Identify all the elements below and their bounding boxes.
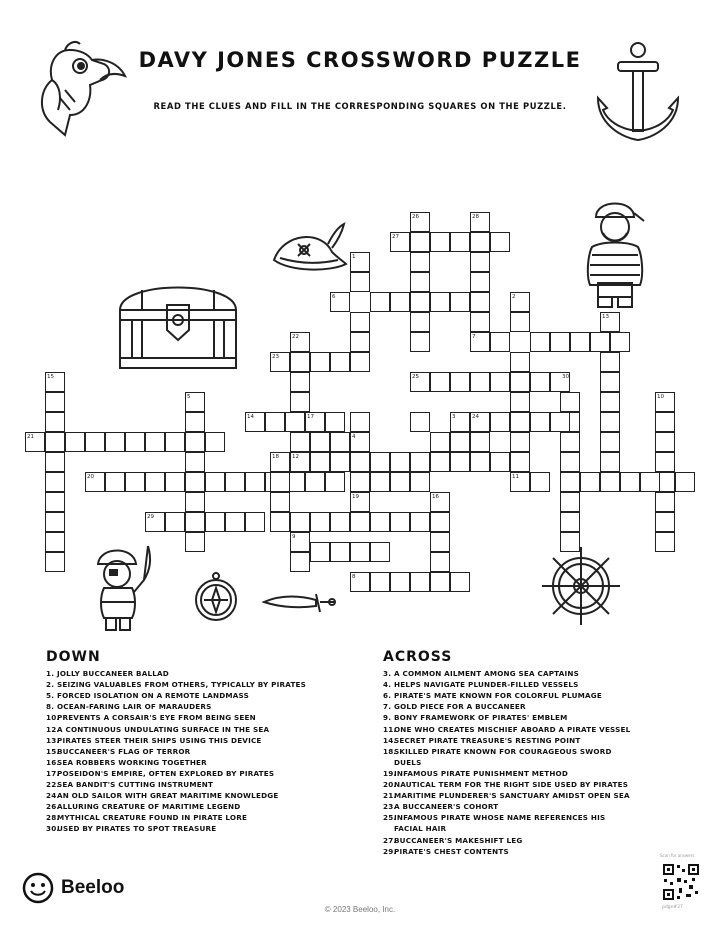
clue-text: BUCCANEER'S FLAG OF TERROR <box>57 746 191 756</box>
clue-item <box>46 690 346 701</box>
clue-text: SEA BANDIT'S CUTTING INSTRUMENT <box>57 780 214 790</box>
clue-number: 3. <box>383 669 392 679</box>
grid-cell[interactable] <box>330 352 350 372</box>
grid-cell[interactable] <box>290 372 310 392</box>
cell-number: 4 <box>352 433 356 440</box>
cell-number: 7 <box>472 333 476 340</box>
clue-item <box>46 746 346 757</box>
grid-cell[interactable] <box>350 352 370 372</box>
clue-number: 1. <box>46 669 55 679</box>
grid-cell[interactable] <box>410 272 430 292</box>
cell-number: 2 <box>512 293 516 300</box>
grid-cell[interactable] <box>390 452 410 472</box>
clue-number: 14. <box>383 735 397 745</box>
grid-cell[interactable] <box>45 532 65 552</box>
grid-cell[interactable] <box>470 452 490 472</box>
grid-cell[interactable] <box>390 512 410 532</box>
grid-cell[interactable] <box>125 472 145 492</box>
clue-number: 15. <box>46 746 60 756</box>
across-clues <box>383 649 633 857</box>
grid-cell[interactable] <box>350 412 370 432</box>
clue-text: PIRATE'S MATE KNOWN FOR COLORFUL PLUMAGE <box>394 691 602 701</box>
grid-cell[interactable] <box>430 512 450 532</box>
grid-cell[interactable] <box>655 412 675 432</box>
cell-number: 22 <box>292 333 299 340</box>
cell-number: 15 <box>47 373 54 380</box>
grid-cell[interactable] <box>185 412 205 432</box>
clue-item <box>46 735 346 746</box>
cell-number: 27 <box>392 233 399 240</box>
grid-cell[interactable] <box>325 412 345 432</box>
cell-number: 18 <box>272 453 279 460</box>
grid-cell[interactable] <box>270 472 290 492</box>
grid-cell[interactable] <box>350 472 370 492</box>
clue-item <box>383 690 633 701</box>
cell-number: 24 <box>472 413 479 420</box>
clue-item <box>46 790 346 801</box>
clue-item <box>383 746 633 768</box>
grid-cell[interactable] <box>185 532 205 552</box>
grid-cell[interactable] <box>410 472 430 492</box>
grid-cell[interactable] <box>620 472 640 492</box>
grid-cell[interactable] <box>655 432 675 452</box>
page-title: DAVY JONES CROSSWORD PUZZLE <box>138 48 582 72</box>
grid-cell[interactable] <box>145 432 165 452</box>
grid-cell[interactable] <box>205 472 225 492</box>
grid-cell[interactable] <box>390 572 410 592</box>
grid-cell[interactable] <box>45 472 65 492</box>
clue-text: INFAMOUS PIRATE WHOSE NAME REFERENCES HIS FACIAL HAIR <box>394 813 606 834</box>
grid-cell[interactable] <box>290 352 310 372</box>
grid-cell[interactable] <box>490 232 510 252</box>
clue-item <box>383 724 633 735</box>
grid-cell[interactable] <box>205 512 225 532</box>
grid-cell[interactable] <box>590 332 610 352</box>
qr-code-icon[interactable] <box>662 863 700 901</box>
cell-number: 8 <box>352 573 356 580</box>
clue-number: 12. <box>46 724 60 734</box>
grid-cell[interactable] <box>390 292 410 312</box>
grid-cell[interactable] <box>290 512 310 532</box>
grid-cell[interactable] <box>330 542 350 562</box>
clue-number: 28. <box>46 813 60 823</box>
grid-cell[interactable] <box>350 512 370 532</box>
grid-cell[interactable] <box>350 272 370 292</box>
grid-cell[interactable] <box>105 472 125 492</box>
grid-cell[interactable] <box>205 432 225 452</box>
grid-cell[interactable] <box>470 372 490 392</box>
cell-number: 26 <box>412 213 419 220</box>
grid-cell[interactable] <box>550 332 570 352</box>
clue-text: BUCCANEER'S MAKESHIFT LEG <box>394 835 523 845</box>
grid-cell[interactable] <box>105 432 125 452</box>
cell-number: 5 <box>187 393 191 400</box>
grid-cell[interactable] <box>655 532 675 552</box>
grid-cell[interactable] <box>165 512 185 532</box>
grid-cell[interactable] <box>45 492 65 512</box>
grid-cell[interactable] <box>165 472 185 492</box>
brand-logo <box>22 872 124 904</box>
cell-number: 3 <box>452 413 456 420</box>
clue-text: SEA ROBBERS WORKING TOGETHER <box>57 757 207 767</box>
grid-cell[interactable] <box>560 532 580 552</box>
grid-cell[interactable] <box>510 352 530 372</box>
clue-number: 11. <box>383 724 397 734</box>
beeloo-logo-icon <box>22 872 54 904</box>
clue-item <box>383 735 633 746</box>
grid-cell[interactable] <box>560 512 580 532</box>
clue-text: SEIZING VALUABLES FROM OTHERS, TYPICALLY BY PIRATES <box>57 680 307 690</box>
grid-cell[interactable] <box>600 472 620 492</box>
clue-item <box>46 724 346 735</box>
clue-text: GOLD PIECE FOR A BUCCANEER <box>394 702 526 712</box>
grid-cell[interactable] <box>490 412 510 432</box>
grid-cell[interactable] <box>370 292 390 312</box>
clue-text: A COMMON AILMENT AMONG SEA CAPTAINS <box>394 669 579 679</box>
grid-cell[interactable] <box>410 512 430 532</box>
clue-number: 7. <box>383 702 392 712</box>
grid-cell[interactable] <box>330 432 350 452</box>
grid-cell[interactable] <box>530 412 550 432</box>
clue-number: 13. <box>46 735 60 745</box>
across-heading: ACROSS <box>383 649 453 665</box>
grid-cell[interactable] <box>310 542 330 562</box>
grid-cell[interactable] <box>530 472 550 492</box>
clue-item <box>383 846 633 857</box>
grid-cell[interactable] <box>600 432 620 452</box>
grid-cell[interactable] <box>410 572 430 592</box>
clue-item <box>383 812 633 834</box>
clue-number: 16. <box>46 757 60 767</box>
grid-cell[interactable] <box>530 332 550 352</box>
page-subtitle: READ THE CLUES AND FILL IN THE CORRESPONDING SQUARES ON THE PUZZLE. <box>153 101 567 111</box>
clue-item <box>46 679 346 690</box>
brand-name: Beeloo <box>61 877 125 898</box>
clue-number: 6. <box>383 691 392 701</box>
grid-cell[interactable] <box>370 512 390 532</box>
grid-cell[interactable] <box>510 452 530 472</box>
grid-cell[interactable] <box>45 552 65 572</box>
grid-cell[interactable] <box>410 312 430 332</box>
grid-cell[interactable] <box>85 432 105 452</box>
cell-number: 21 <box>27 433 34 440</box>
grid-cell[interactable] <box>510 392 530 412</box>
clue-item <box>46 812 346 823</box>
grid-cell[interactable] <box>570 332 590 352</box>
page-code: pdgn#27 <box>662 905 683 910</box>
cell-number: 20 <box>87 473 94 480</box>
cell-number: 19 <box>352 493 359 500</box>
clue-text: SKILLED PIRATE KNOWN FOR COURAGEOUS SWORD DUELS <box>394 746 612 767</box>
grid-cell[interactable] <box>610 332 630 352</box>
qr-label: Scan for answers <box>660 853 695 858</box>
grid-cell[interactable] <box>430 452 450 472</box>
grid-cell[interactable] <box>600 392 620 412</box>
grid-cell[interactable] <box>245 512 265 532</box>
clue-number: 24. <box>46 791 60 801</box>
grid-cell[interactable] <box>450 452 470 472</box>
grid-cell[interactable] <box>225 512 245 532</box>
grid-cell[interactable] <box>600 372 620 392</box>
clue-item <box>383 835 633 846</box>
grid-cell[interactable] <box>430 432 450 452</box>
clue-item <box>383 668 633 679</box>
cell-number: 28 <box>472 213 479 220</box>
clue-text: POSEIDON'S EMPIRE, OFTEN EXPLORED BY PIRATES <box>57 768 275 778</box>
grid-cell[interactable] <box>410 452 430 472</box>
grid-cell[interactable] <box>185 452 205 472</box>
grid-cell[interactable] <box>45 412 65 432</box>
grid-cell[interactable] <box>470 252 490 272</box>
clue-text: MYTHICAL CREATURE FOUND IN PIRATE LORE <box>57 813 248 823</box>
grid-cell[interactable] <box>225 472 245 492</box>
clue-text: AN OLD SAILOR WITH GREAT MARITIME KNOWLEDGE <box>57 791 279 801</box>
grid-cell[interactable] <box>450 572 470 592</box>
grid-cell[interactable] <box>430 552 450 572</box>
grid-cell[interactable] <box>350 312 370 332</box>
clue-item <box>383 679 633 690</box>
clue-text: BONY FRAMEWORK OF PIRATES' EMBLEM <box>394 713 568 723</box>
grid-cell[interactable] <box>510 432 530 452</box>
clue-item <box>46 712 346 723</box>
cell-number: 1 <box>352 253 356 260</box>
clue-number: 19. <box>383 768 397 778</box>
clue-item <box>383 701 633 712</box>
clue-item <box>383 779 633 790</box>
grid-cell[interactable] <box>600 452 620 472</box>
clue-text: MARITIME PLUNDERER'S SANCTUARY AMIDST OPEN SEA <box>394 791 630 801</box>
grid-cell[interactable] <box>350 542 370 562</box>
clue-text: PREVENTS A CORSAIR'S EYE FROM BEING SEEN <box>57 713 256 723</box>
clue-text: JOLLY BUCCANEER BALLAD <box>57 669 169 679</box>
clue-text: NAUTICAL TERM FOR THE RIGHT SIDE USED BY PIRATES <box>394 780 629 790</box>
grid-cell[interactable] <box>510 412 530 432</box>
clue-text: A CONTINUOUS UNDULATING SURFACE IN THE SEA <box>57 724 270 734</box>
clue-number: 5. <box>46 691 55 701</box>
grid-cell[interactable] <box>125 432 145 452</box>
clue-item <box>46 801 346 812</box>
grid-cell[interactable] <box>310 512 330 532</box>
grid-cell[interactable] <box>310 352 330 372</box>
clue-number: 9. <box>383 713 392 723</box>
grid-cell[interactable] <box>45 512 65 532</box>
grid-cell[interactable] <box>470 232 490 252</box>
clue-text: OCEAN-FARING LAIR OF MARAUDERS <box>57 702 212 712</box>
clue-number: 10. <box>46 713 60 723</box>
grid-cell[interactable] <box>640 472 660 492</box>
clue-number: 17. <box>46 768 60 778</box>
grid-cell[interactable] <box>560 392 580 412</box>
clue-number: 8. <box>46 702 55 712</box>
grid-cell[interactable] <box>330 512 350 532</box>
grid-cell[interactable] <box>270 512 290 532</box>
clue-number: 21. <box>383 791 397 801</box>
grid-cell[interactable] <box>185 512 205 532</box>
clue-number: 23. <box>383 802 397 812</box>
clue-text: FORCED ISOLATION ON A REMOTE LANDMASS <box>57 691 249 701</box>
clue-text: SECRET PIRATE TREASURE'S RESTING POINT <box>394 735 581 745</box>
grid-cell[interactable] <box>560 452 580 472</box>
grid-cell[interactable] <box>285 412 305 432</box>
grid-cell[interactable] <box>430 572 450 592</box>
grid-cell[interactable] <box>655 492 675 512</box>
grid-cell[interactable] <box>470 432 490 452</box>
grid-cell[interactable] <box>330 452 350 472</box>
clue-text: PIRATE'S CHEST CONTENTS <box>394 846 509 856</box>
grid-cell[interactable] <box>165 432 185 452</box>
grid-cell[interactable] <box>185 432 205 452</box>
clue-number: 4. <box>383 680 392 690</box>
clue-item <box>46 668 346 679</box>
clue-item <box>46 779 346 790</box>
cell-number: 16 <box>432 493 439 500</box>
clue-number: 30. <box>46 824 60 834</box>
grid-cell[interactable] <box>45 432 65 452</box>
clue-text: ONE WHO CREATES MISCHIEF ABOARD A PIRATE VESSEL <box>394 724 631 734</box>
grid-cell[interactable] <box>410 332 430 352</box>
grid-cell[interactable] <box>450 232 470 252</box>
clue-text: PIRATES STEER THEIR SHIPS USING THIS DEVICE <box>57 735 262 745</box>
grid-cell[interactable] <box>410 232 430 252</box>
clue-item <box>46 701 346 712</box>
grid-cell[interactable] <box>470 312 490 332</box>
clue-item <box>383 768 633 779</box>
cell-number: 23 <box>272 353 279 360</box>
clue-item <box>383 801 633 812</box>
grid-cell[interactable] <box>655 452 675 472</box>
grid-cell[interactable] <box>430 292 450 312</box>
grid-cell[interactable] <box>270 492 290 512</box>
clue-number: 27. <box>383 835 397 845</box>
clue-item <box>46 757 346 768</box>
cell-number: 17 <box>307 413 314 420</box>
grid-cell[interactable] <box>45 392 65 412</box>
grid-cell[interactable] <box>290 392 310 412</box>
clue-text: INFAMOUS PIRATE PUNISHMENT METHOD <box>394 768 569 778</box>
grid-cell[interactable] <box>560 492 580 512</box>
grid-cell[interactable] <box>600 412 620 432</box>
grid-cell[interactable] <box>325 472 345 492</box>
grid-cell[interactable] <box>560 472 580 492</box>
grid-cell[interactable] <box>410 412 430 432</box>
grid-cell[interactable] <box>350 452 370 472</box>
cell-number: 9 <box>292 533 296 540</box>
grid-cell[interactable] <box>490 372 510 392</box>
grid-cell[interactable] <box>350 332 370 352</box>
grid-cell[interactable] <box>450 372 470 392</box>
grid-cell[interactable] <box>600 352 620 372</box>
grid-cell[interactable] <box>145 472 165 492</box>
clue-text: HELPS NAVIGATE PLUNDER-FILLED VESSELS <box>394 680 579 690</box>
grid-cell[interactable] <box>310 452 330 472</box>
grid-cell[interactable] <box>410 292 430 312</box>
cell-number: 10 <box>657 393 664 400</box>
cell-number: 30 <box>562 373 569 380</box>
clue-text: USED BY PIRATES TO SPOT TREASURE <box>57 824 217 834</box>
grid-cell[interactable] <box>45 452 65 472</box>
grid-cell[interactable] <box>65 432 85 452</box>
clue-item <box>383 790 633 801</box>
grid-cell[interactable] <box>510 372 530 392</box>
clue-number: 25. <box>383 813 397 823</box>
clue-item <box>46 768 346 779</box>
grid-cell[interactable] <box>265 412 285 432</box>
grid-cell[interactable] <box>290 552 310 572</box>
grid-cell[interactable] <box>550 412 570 432</box>
grid-cell[interactable] <box>245 472 265 492</box>
grid-cell[interactable] <box>580 472 600 492</box>
down-clues <box>46 649 346 835</box>
grid-cell[interactable] <box>560 432 580 452</box>
grid-cell[interactable] <box>185 492 205 512</box>
grid-cell[interactable] <box>370 572 390 592</box>
cell-number: 12 <box>292 453 299 460</box>
grid-cell[interactable] <box>370 542 390 562</box>
grid-cell[interactable] <box>510 312 530 332</box>
grid-cell[interactable] <box>290 432 310 452</box>
clue-number: 18. <box>383 746 397 756</box>
grid-cell[interactable] <box>675 472 695 492</box>
grid-cell[interactable] <box>470 292 490 312</box>
grid-cell[interactable] <box>450 432 470 452</box>
cell-number: 6 <box>332 293 336 300</box>
clue-item <box>46 823 346 834</box>
grid-cell[interactable] <box>370 452 390 472</box>
cell-number: 29 <box>147 513 154 520</box>
cell-number: 13 <box>602 313 609 320</box>
grid-cell[interactable] <box>430 232 450 252</box>
grid-cell[interactable] <box>390 472 410 492</box>
clue-number: 2. <box>46 680 55 690</box>
grid-cell[interactable] <box>305 472 325 492</box>
clue-text: A BUCCANEER'S COHORT <box>394 802 499 812</box>
clue-number: 20. <box>383 780 397 790</box>
grid-cell[interactable] <box>430 372 450 392</box>
grid-cell[interactable] <box>410 252 430 272</box>
grid-cell[interactable] <box>370 472 390 492</box>
clue-item <box>383 712 633 723</box>
clue-number: 22. <box>46 780 60 790</box>
copyright: © 2023 Beeloo, Inc. <box>324 905 396 914</box>
cell-number: 14 <box>247 413 254 420</box>
clue-text: ALLURING CREATURE OF MARITIME LEGEND <box>57 802 241 812</box>
across-clue-list <box>383 668 633 857</box>
grid-cell[interactable] <box>530 372 550 392</box>
cell-number: 25 <box>412 373 419 380</box>
down-heading: DOWN <box>46 649 101 665</box>
grid-cell[interactable] <box>490 332 510 352</box>
grid-cell[interactable] <box>490 452 510 472</box>
clue-number: 26. <box>46 802 60 812</box>
grid-cell[interactable] <box>450 292 470 312</box>
clue-number: 29. <box>383 846 397 856</box>
grid-cell[interactable] <box>310 432 330 452</box>
grid-cell[interactable] <box>470 272 490 292</box>
cell-number: 11 <box>512 473 519 480</box>
down-clue-list <box>46 668 346 834</box>
grid-cell[interactable] <box>655 512 675 532</box>
grid-cell[interactable] <box>185 472 205 492</box>
grid-cell[interactable] <box>430 532 450 552</box>
